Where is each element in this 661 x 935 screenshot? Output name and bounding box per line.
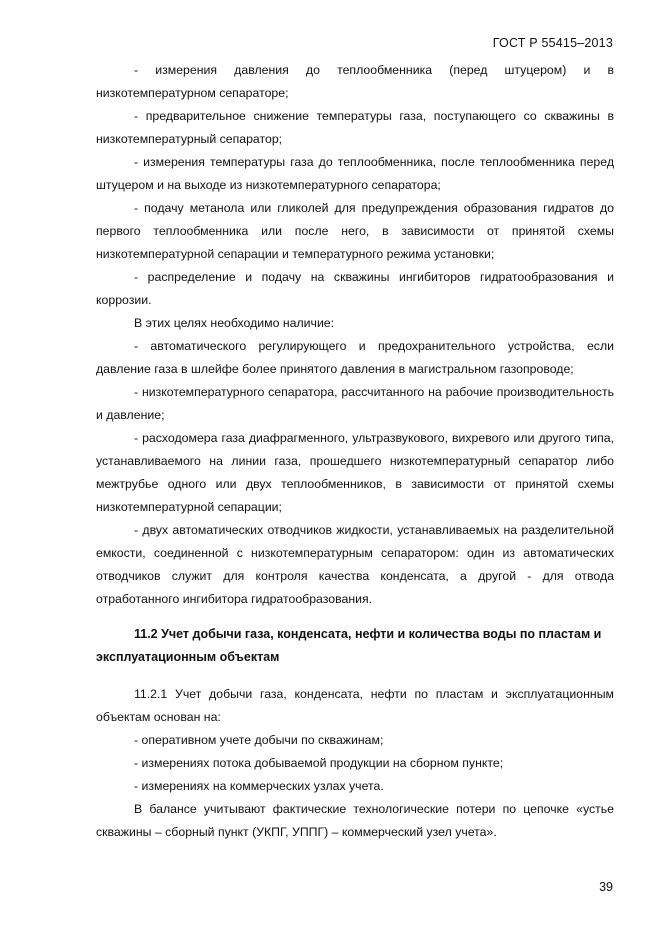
paragraph: - измерения давления до теплообменника (перед штуцером) и в низкотемпературном сепараторе;	[96, 63, 614, 100]
paragraph: 11.2.1 Учет добычи газа, конденсата, нефти по пластам и эксплуатационным объектам основан на:	[96, 687, 614, 724]
paragraph: В этих целях необходимо наличие:	[134, 316, 335, 330]
paragraph: В балансе учитывают фактические технологические потери по цепочке «устье скважины – сборный пункт (УКПГ, УППГ) – коммерческий узел учета».	[96, 802, 614, 839]
paragraph: - предварительное снижение температуры газа, поступающего со скважины в низкотемпературный сепаратор;	[96, 109, 614, 146]
page-header: ГОСТ Р 55415–2013	[492, 36, 613, 50]
page-number: 39	[599, 880, 613, 894]
paragraph: - двух автоматических отводчиков жидкости, устанавливаемых на разделительной емкости, соединенной с низкотемпературным сепаратором: один из автоматических отводчиков служит для контроля качества конденсата, а другой - для отвода отработанного ингибитора гидратообразования.	[96, 523, 614, 606]
paragraph: - распределение и подачу на скважины ингибиторов гидратообразования и коррозии.	[96, 270, 614, 307]
paragraph: - подачу метанола или гликолей для предупреждения образования гидратов до первого теплообменника или после него, в зависимости от принятой схемы низкотемпературной сепарации и температурного режима установки;	[96, 201, 614, 261]
section-heading: 11.2 Учет добычи газа, конденсата, нефти и количества воды по пластам и эксплуатационным объектам	[96, 627, 602, 664]
paragraph: - расходомера газа диафрагменного, ультразвукового, вихревого или другого типа, устанавливаемого на линии газа, прошедшего низкотемпературный сепаратор либо межтрубье одного или двух теплообменников, в зависимости от принятой схемы низкотемпературной сепарации;	[96, 431, 614, 514]
paragraph: - низкотемпературного сепаратора, рассчитанного на рабочие производительность и давление;	[96, 385, 614, 422]
paragraph: - измерениях на коммерческих узлах учета.	[134, 779, 384, 793]
paragraph: - измерения температуры газа до теплообменника, после теплообменника перед штуцером и на выходе из низкотемпературного сепаратора;	[96, 155, 614, 192]
paragraph: - автоматического регулирующего и предохранительного устройства, если давление газа в шлейфе более принятого давления в магистральном газопроводе;	[96, 339, 614, 376]
paragraph: - измерениях потока добываемой продукции на сборном пункте;	[134, 756, 504, 770]
page-body	[96, 59, 614, 844]
paragraph: - оперативном учете добычи по скважинам;	[134, 733, 384, 747]
